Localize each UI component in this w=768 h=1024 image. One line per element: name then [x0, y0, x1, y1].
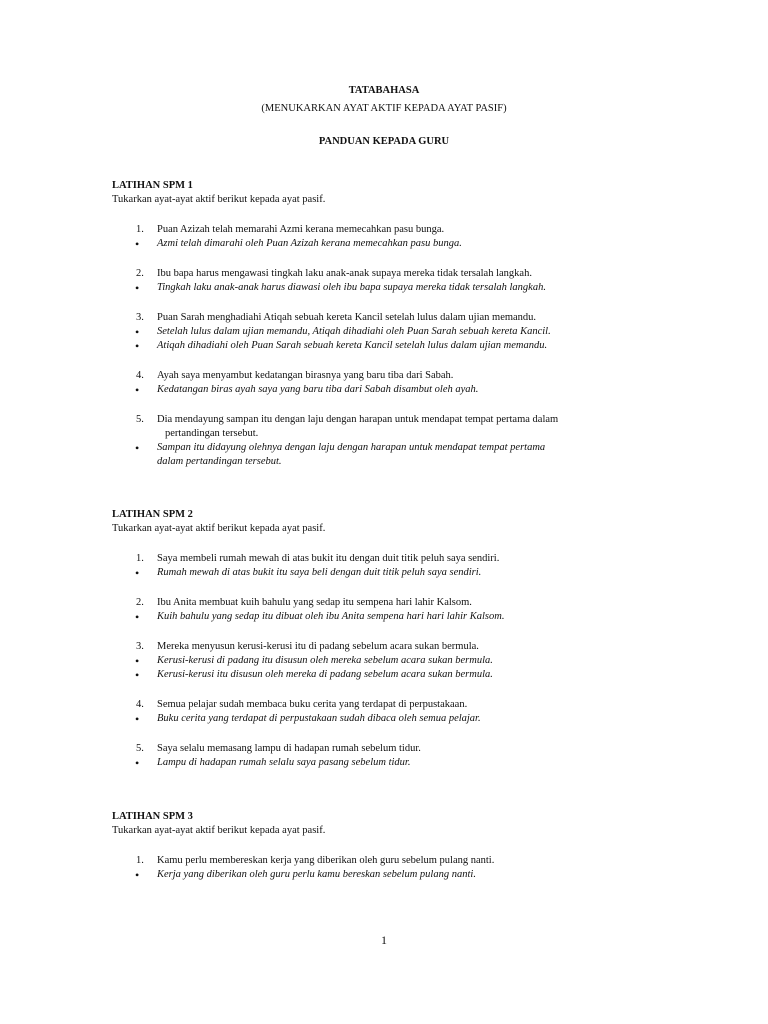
answer-text: Kerusi-kerusi itu disusun oleh mereka di padang sebelum acara sukan bermula.	[157, 669, 493, 680]
bullet-icon: •	[135, 756, 140, 770]
exercise-item	[112, 742, 672, 770]
exercise-item	[112, 596, 672, 624]
question-text: Mereka menyusun kerusi-kerusi itu di padang sebelum acara sukan bermula.	[157, 641, 479, 652]
exercise-item	[112, 413, 672, 469]
section-latihan-spm-2	[112, 508, 672, 786]
guide-heading: PANDUAN KEPADA GURU	[318, 136, 450, 147]
bullet-icon: •	[135, 325, 140, 339]
answer-text: Setelah lulus dalam ujian memandu, Atiqah dihadiahi oleh Puan Sarah sebuah kereta Kancil.	[157, 326, 551, 337]
item-number: 1.	[136, 553, 144, 564]
item-number: 2.	[136, 597, 144, 608]
question-text: Dia mendayung sampan itu dengan laju dengan harapan untuk mendapat tempat pertama dalam	[157, 414, 559, 425]
answer-text: Kuih bahulu yang sedap itu dibuat oleh ibu Anita sempena hari hari lahir Kalsom.	[157, 611, 505, 622]
question-text: Semua pelajar sudah membaca buku cerita yang terdapat di perpustakaan.	[157, 699, 468, 710]
item-number: 5.	[136, 743, 144, 754]
bullet-icon: •	[135, 281, 140, 295]
section-latihan-spm-3	[112, 810, 672, 898]
answer-text: Kedatangan biras ayah saya yang baru tiba dari Sabah disambut oleh ayah.	[157, 384, 479, 395]
question-text: Puan Azizah telah memarahi Azmi kerana memecahkan pasu bunga.	[157, 224, 445, 235]
exercise-item	[112, 552, 672, 580]
question-text: Ayah saya menyambut kedatangan birasnya yang baru tiba dari Sabah.	[157, 370, 454, 381]
bullet-icon: •	[135, 712, 140, 726]
bullet-icon: •	[135, 383, 140, 397]
exercise-item	[112, 640, 672, 682]
question-text: Ibu Anita membuat kuih bahulu yang sedap itu sempena hari lahir Kalsom.	[157, 597, 472, 608]
section-heading: LATIHAN SPM 3	[112, 811, 193, 822]
section-heading: LATIHAN SPM 1	[112, 180, 193, 191]
answer-text: Atiqah dihadiahi oleh Puan Sarah sebuah kereta Kancil setelah lulus dalam ujian memandu.	[157, 340, 548, 351]
exercise-item	[112, 267, 672, 295]
item-number: 1.	[136, 224, 144, 235]
section-latihan-spm-1	[112, 179, 672, 485]
exercise-item	[112, 369, 672, 397]
item-number: 3.	[136, 641, 144, 652]
answer-text: Azmi telah dimarahi oleh Puan Azizah kerana memecahkan pasu bunga.	[157, 238, 462, 249]
section-instruction: Tukarkan ayat-ayat aktif berikut kepada ayat pasif.	[112, 825, 326, 836]
answer-text: Kerusi-kerusi di padang itu disusun oleh mereka sebelum acara sukan bermula.	[157, 655, 493, 666]
bullet-icon: •	[135, 610, 140, 624]
section-instruction: Tukarkan ayat-ayat aktif berikut kepada ayat pasif.	[112, 194, 326, 205]
item-number: 1.	[136, 855, 144, 866]
item-number: 2.	[136, 268, 144, 279]
question-text: Ibu bapa harus mengawasi tingkah laku anak-anak supaya mereka tidak tersalah langkah.	[157, 268, 532, 279]
bullet-icon: •	[135, 566, 140, 580]
question-text: Saya selalu memasang lampu di hadapan rumah sebelum tidur.	[157, 743, 421, 754]
exercise-item	[112, 223, 672, 251]
bullet-icon: •	[135, 237, 140, 251]
exercise-item	[112, 311, 672, 353]
bullet-icon: •	[135, 668, 140, 682]
answer-text: Sampan itu didayung olehnya dengan laju dengan harapan untuk mendapat tempat pertama	[157, 442, 546, 453]
answer-text: Kerja yang diberikan oleh guru perlu kamu bereskan sebelum pulang nanti.	[157, 869, 476, 880]
item-number: 4.	[136, 370, 144, 381]
item-number: 3.	[136, 312, 144, 323]
item-number: 4.	[136, 699, 144, 710]
bullet-icon: •	[135, 339, 140, 353]
answer-text: Tingkah laku anak-anak harus diawasi oleh ibu bapa supaya mereka tidak tersalah langkah.	[157, 282, 546, 293]
exercise-item	[112, 698, 672, 726]
section-heading: LATIHAN SPM 2	[112, 509, 193, 520]
bullet-icon: •	[135, 441, 140, 455]
answer-text: Buku cerita yang terdapat di perpustakaan sudah dibaca oleh semua pelajar.	[157, 713, 481, 724]
section-instruction: Tukarkan ayat-ayat aktif berikut kepada ayat pasif.	[112, 523, 326, 534]
page-subtitle: (MENUKARKAN AYAT AKTIF KEPADA AYAT PASIF)	[261, 103, 507, 114]
answer-text: Rumah mewah di atas bukit itu saya beli dengan duit titik peluh saya sendiri.	[157, 567, 482, 578]
page-title: TATABAHASA	[348, 85, 420, 96]
question-text: Kamu perlu membereskan kerja yang diberikan oleh guru sebelum pulang nanti.	[157, 855, 495, 866]
exercise-item	[112, 854, 672, 882]
answer-text-continued: dalam pertandingan tersebut.	[157, 456, 282, 467]
bullet-icon: •	[135, 654, 140, 668]
item-number: 5.	[136, 414, 144, 425]
question-text: Saya membeli rumah mewah di atas bukit itu dengan duit titik peluh saya sendiri.	[157, 553, 500, 564]
page-number: 1	[381, 933, 387, 947]
question-text-continued: pertandingan tersebut.	[165, 428, 259, 439]
answer-text: Lampu di hadapan rumah selalu saya pasang sebelum tidur.	[157, 757, 411, 768]
question-text: Puan Sarah menghadiahi Atiqah sebuah kereta Kancil setelah lulus dalam ujian memandu.	[157, 312, 537, 323]
bullet-icon: •	[135, 868, 140, 882]
